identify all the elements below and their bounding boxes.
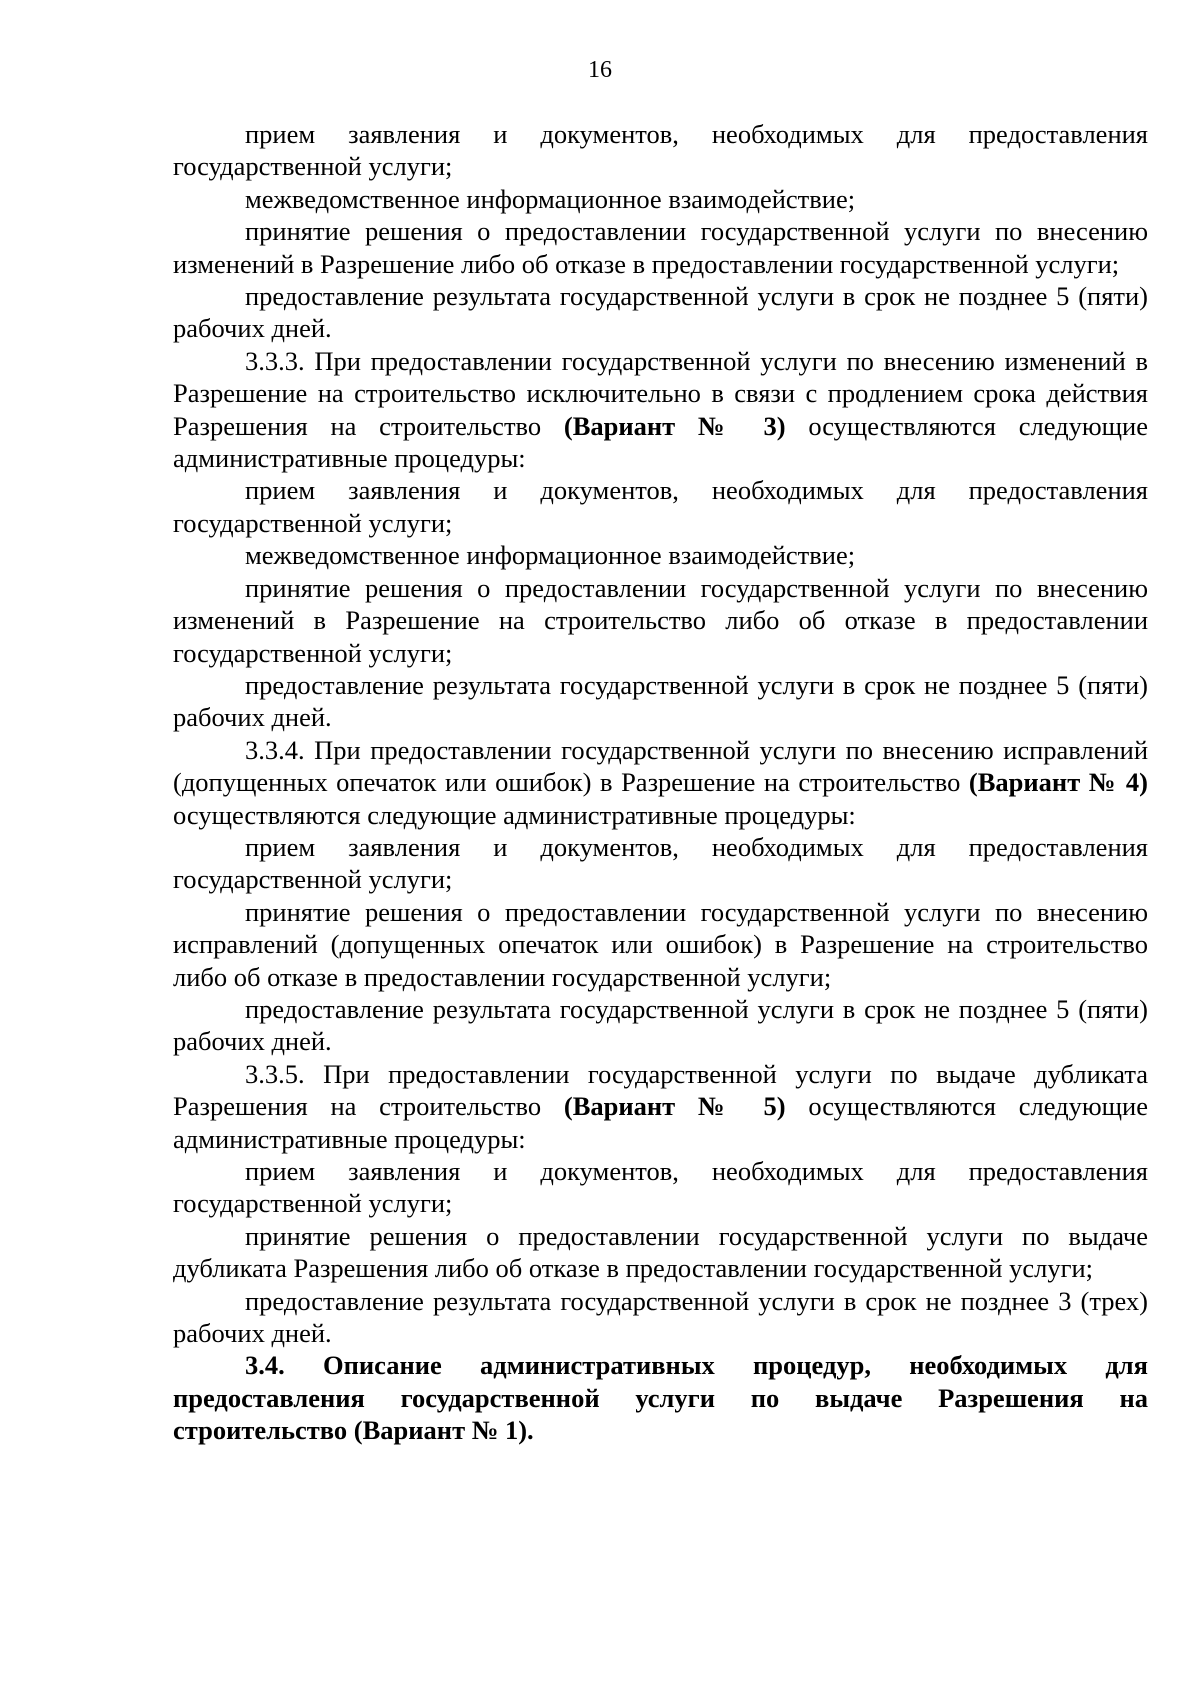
page-number: 16 — [588, 57, 612, 83]
paragraph: принятие решения о предоставлении государственной услуги по внесению исправлений (допущенных опечаток или ошибок) в Разрешение на строительство либо об отказе в предоставлении государственной услуги; — [173, 896, 1148, 992]
clause-3-3-4 — [173, 734, 1148, 831]
paragraph: предоставление результата государственной услуги в срок не позднее 5 (пяти) рабочих дней. — [173, 281, 1148, 344]
section-heading: 3.4. Описание административных процедур, необходимых для предоставления государственной услуги по выдаче Разрешения на строительство (Вариант № 1). — [173, 1350, 1148, 1446]
clause-text: 3.3.4. При предоставлении государственной услуги по внесению исправлений (допущенных опечаток или ошибок) в Разрешение на строительство — [173, 734, 1148, 798]
paragraph: предоставление результата государственной услуги в срок не позднее 3 (трех) рабочих дней. — [173, 1285, 1148, 1349]
paragraph: принятие решения о предоставлении государственной услуги по внесению изменений в Разрешение на строительство либо об отказе в предоставлении государственной услуги; — [173, 572, 1148, 668]
variant-label: (Вариант № 3) — [563, 410, 786, 441]
paragraph: межведомственное информационное взаимодействие; — [245, 540, 856, 571]
page-body — [173, 118, 1148, 1447]
clause-text: осуществляются следующие административные процедуры: — [173, 799, 856, 830]
paragraph: принятие решения о предоставлении государственной услуги по внесению изменений в Разрешение либо об отказе в предоставлении государственной услуги; — [173, 216, 1148, 279]
paragraph: прием заявления и документов, необходимых для предоставления государственной услуги; — [173, 119, 1148, 182]
clause-3-3-3 — [173, 345, 1148, 475]
clause-text: осуществляются следующие административные процедуры: — [173, 1091, 1148, 1154]
paragraph: прием заявления и документов, необходимых для предоставления государственной услуги; — [173, 831, 1148, 895]
clause-text: 3.3.5. При предоставлении государственной услуги по выдаче дубликата Разрешения на строительство — [173, 1058, 1148, 1122]
paragraph: межведомственное информационное взаимодействие; — [245, 183, 856, 214]
paragraph: прием заявления и документов, необходимых для предоставления государственной услуги; — [173, 1156, 1148, 1219]
paragraph: предоставление результата государственной услуги в срок не позднее 5 (пяти) рабочих дней. — [173, 993, 1148, 1057]
variant-label: (Вариант № 5) — [563, 1091, 786, 1122]
paragraph: прием заявления и документов, необходимых для предоставления государственной услуги; — [173, 475, 1148, 538]
paragraph: принятие решения о предоставлении государственной услуги по выдаче дубликата Разрешения либо об отказе в предоставлении государственной услуги; — [173, 1220, 1148, 1284]
paragraph: предоставление результата государственной услуги в срок не позднее 5 (пяти) рабочих дней. — [173, 669, 1148, 733]
variant-label: (Вариант № 4) — [968, 767, 1148, 798]
clause-text: 3.3.3. При предоставлении государственной услуги по внесению изменений в Разрешение на строительство исключительно в связи с продлением срока действия Разрешения на строительство — [173, 345, 1148, 441]
clause-text: осуществляются следующие административные процедуры: — [173, 410, 1148, 474]
clause-3-3-5 — [173, 1058, 1148, 1155]
